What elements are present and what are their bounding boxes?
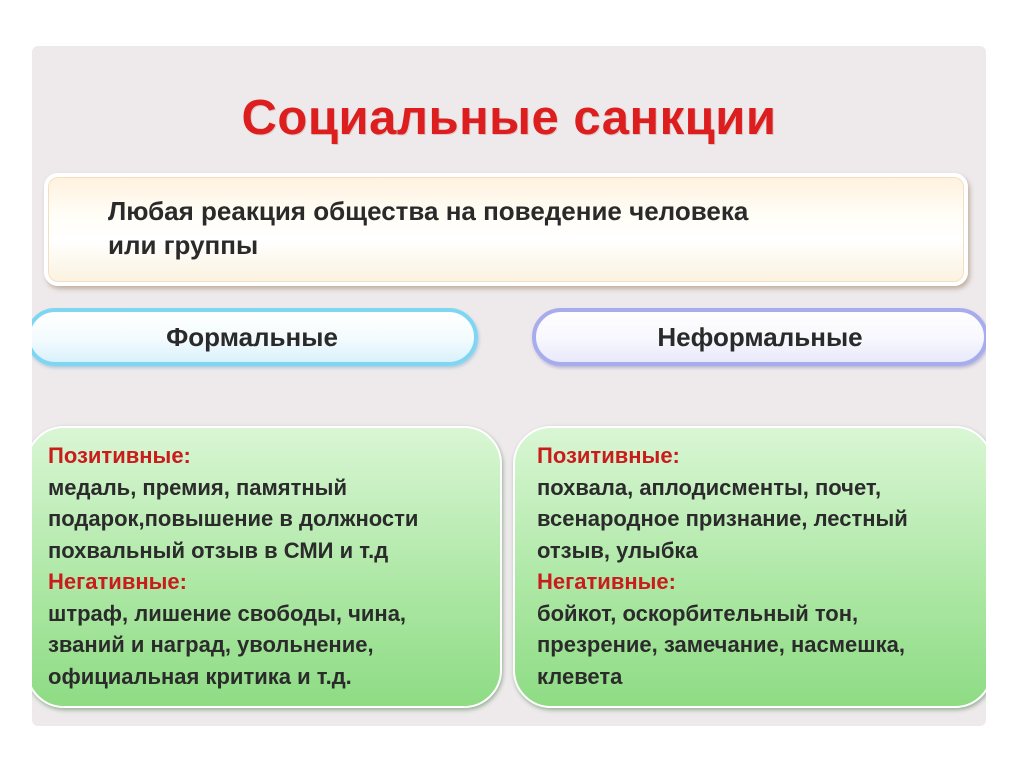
negative-heading: Негативные:	[48, 569, 187, 594]
definition-text	[108, 194, 928, 262]
list-item: штраф, лишение свободы, чина,	[48, 600, 407, 626]
informal-sanctions-panel	[513, 426, 986, 708]
definition-line: Любая реакция общества на поведение человека	[108, 196, 749, 226]
list-item: клевета	[537, 663, 623, 689]
list-item: похвальный отзыв в СМИ и т.д	[48, 537, 389, 563]
list-item: всенародное признание, лестный	[537, 506, 908, 531]
list-item: бойкот, оскорбительный тон,	[537, 600, 859, 626]
list-item: медаль, премия, памятный	[48, 474, 347, 500]
list-item: отзыв, улыбка	[537, 537, 698, 563]
informal-category-label: Неформальные	[532, 308, 986, 366]
definition-line: или группы	[108, 230, 259, 260]
slide	[32, 46, 986, 726]
formal-sanctions-text	[48, 440, 502, 692]
formal-category-label: Формальные	[32, 308, 478, 366]
list-item: официальная критика и т.д.	[48, 663, 352, 689]
informal-sanctions-text	[537, 440, 986, 692]
list-item: званий и наград, увольнение,	[48, 632, 374, 657]
slide-title: Социальные санкции	[241, 91, 777, 145]
list-item: похвала, аплодисменты, почет,	[537, 474, 882, 500]
positive-heading: Позитивные:	[537, 443, 680, 468]
list-item: презрение, замечание, насмешка,	[537, 632, 905, 657]
negative-heading: Негативные:	[537, 569, 676, 594]
positive-heading: Позитивные:	[48, 443, 191, 468]
list-item: подарок,повышение в должности	[48, 506, 419, 531]
formal-sanctions-panel	[32, 426, 502, 708]
definition-box	[44, 173, 968, 286]
